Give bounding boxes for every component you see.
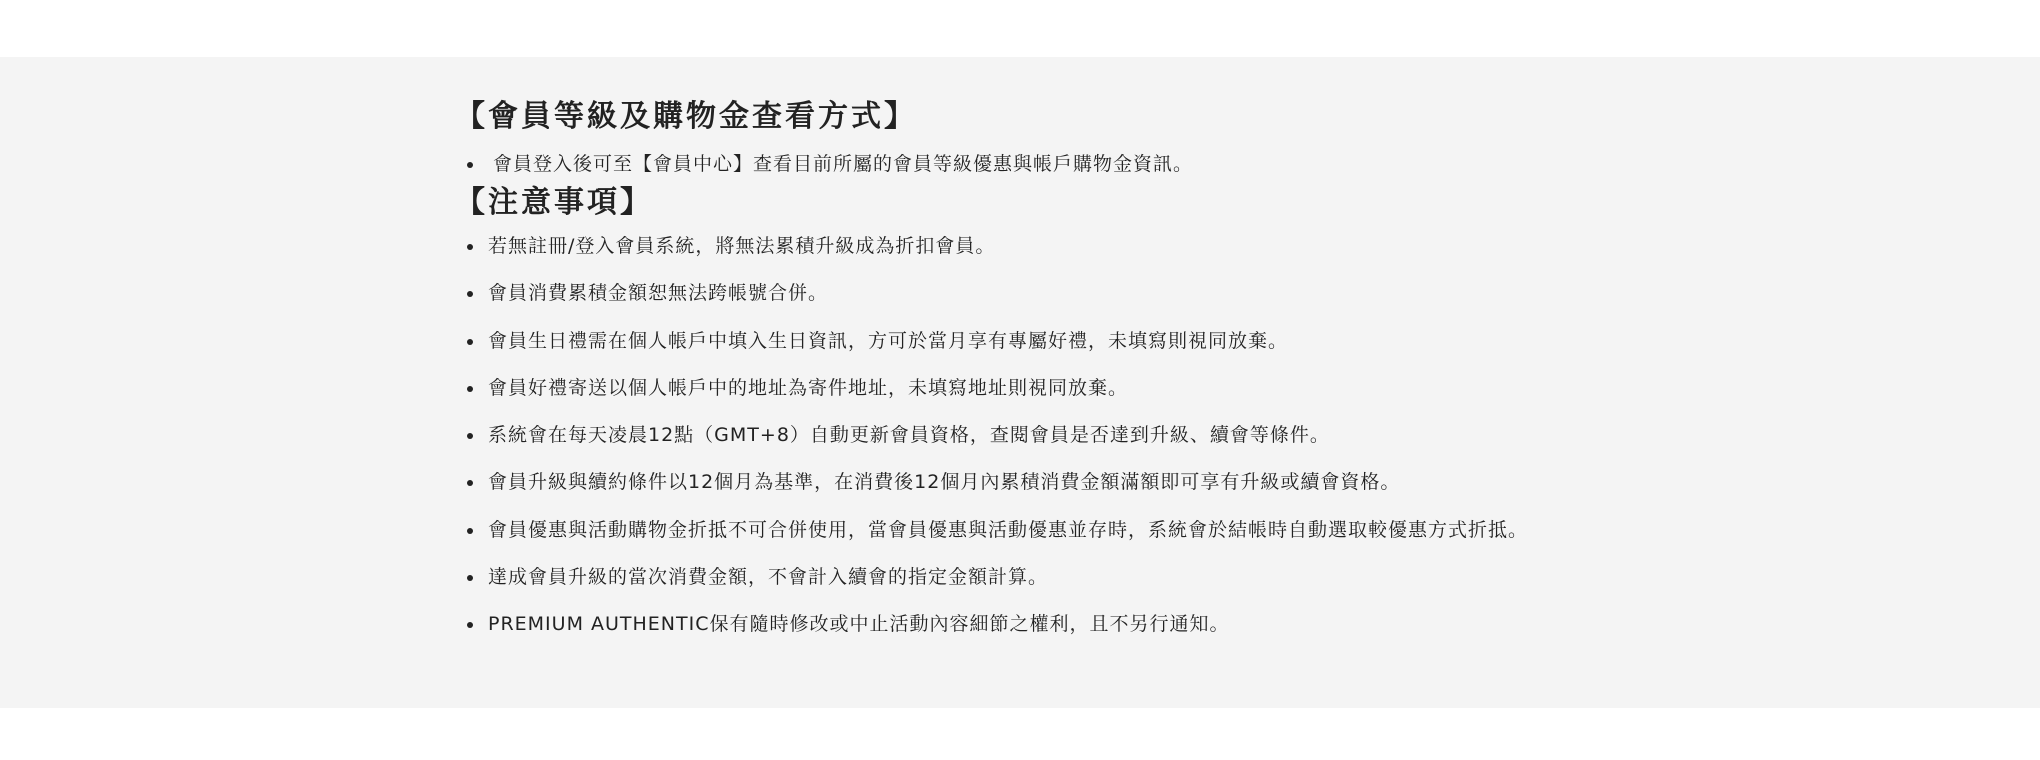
membership-level-heading: 【會員等級及購物金查看方式】 [455,99,917,134]
list-item: PREMIUM AUTHENTIC保有隨時修改或中止活動內容細節之權利，且不另行通知。 [455,609,1855,639]
list-item: 會員升級與續約條件以12個月為基準，在消費後12個月內累積消費金額滿額即可享有升級或續會資格。 [455,467,1855,497]
notes-list [455,231,1855,639]
membership-level-list [455,149,1855,179]
list-item: 若無註冊/登入會員系統，將無法累積升級成為折扣會員。 [455,231,1855,261]
notes-heading: 【注意事項】 [455,185,653,220]
list-item: 會員消費累積金額恕無法跨帳號合併。 [455,278,1855,308]
membership-info-section [0,57,2040,708]
list-item: 系統會在每天凌晨12點（GMT+8）自動更新會員資格，查閱會員是否達到升級、續會等條件。 [455,420,1855,450]
list-item: 會員生日禮需在個人帳戶中填入生日資訊，方可於當月享有專屬好禮，未填寫則視同放棄。 [455,326,1855,356]
membership-info-content [455,95,1855,657]
list-item: 會員登入後可至【會員中心】查看目前所屬的會員等級優惠與帳戶購物金資訊。 [455,149,1855,179]
list-item: 會員好禮寄送以個人帳戶中的地址為寄件地址，未填寫地址則視同放棄。 [455,373,1855,403]
list-item: 達成會員升級的當次消費金額，不會計入續會的指定金額計算。 [455,562,1855,592]
list-item: 會員優惠與活動購物金折抵不可合併使用，當會員優惠與活動優惠並存時，系統會於結帳時自動選取較優惠方式折抵。 [455,515,1855,545]
